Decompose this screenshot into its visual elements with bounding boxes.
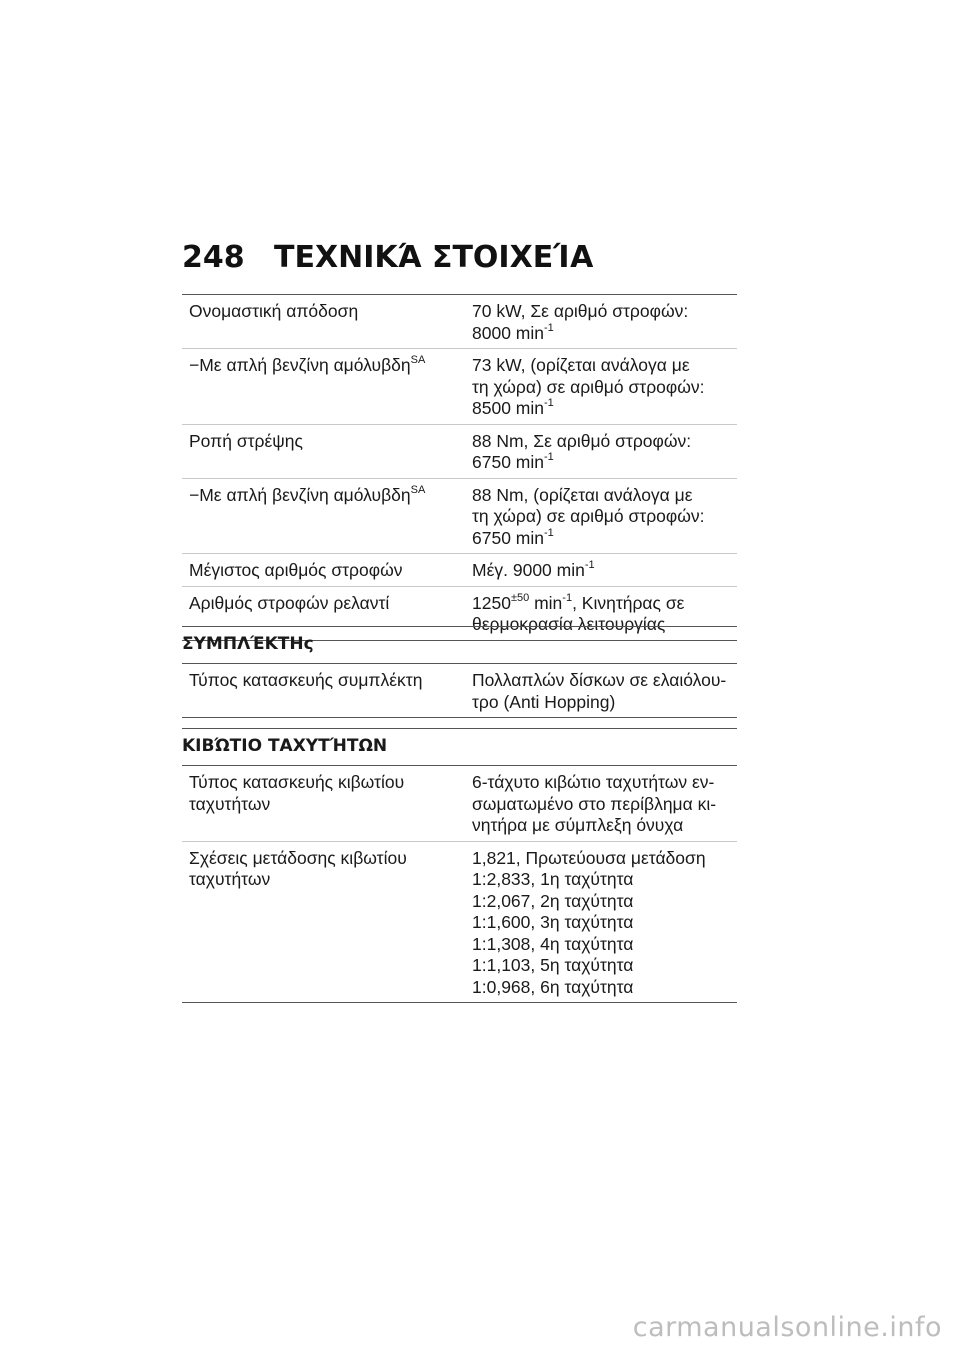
spec-value-line: 1,821, Πρωτεύουσα μετάδοση <box>472 847 706 868</box>
spec-value <box>463 766 737 842</box>
spec-value <box>463 554 737 587</box>
spec-label-text: Ονομαστική απόδοση <box>189 301 359 321</box>
spec-value-line: 1:1,600, 3η ταχύτητα <box>472 912 634 932</box>
clutch-table <box>182 663 737 718</box>
spec-value-line: θερμοκρασία λειτουργίας <box>472 614 666 634</box>
watermark: carmanualsonline.info <box>632 1312 942 1343</box>
idle-base: 1250 <box>472 592 511 613</box>
table-row <box>182 349 737 425</box>
gearbox-section-title: ΚΙΒΏΤΙΟ ΤΑΧΥΤΉΤΩΝ <box>182 728 737 765</box>
clutch-section-title: ΣΥΜΠΛΈΚΤΗς <box>182 626 737 663</box>
spec-value-line: 88 Nm, Σε αριθμό στροφών: <box>472 430 692 451</box>
spec-value <box>463 295 737 349</box>
spec-value-line: 1:2,067, 2η ταχύτητα <box>472 890 634 911</box>
spec-value-line: 70 kW, Σε αριθμό στροφών: <box>472 301 689 321</box>
spec-value-line: Πολλαπλών δίσκων σε ελαιόλου- <box>472 670 727 690</box>
table-row <box>182 766 737 842</box>
spec-value-line-wrap <box>472 398 733 420</box>
spec-label <box>182 295 463 349</box>
spec-label <box>182 349 463 425</box>
unit-superscript: -1 <box>544 321 554 334</box>
spec-label-line: ταχυτήτων <box>189 869 271 889</box>
spec-value-line: 6750 min <box>472 452 544 472</box>
spec-value-line-wrap <box>472 560 733 582</box>
page-number: 248 <box>182 240 245 275</box>
spec-value-line-wrap <box>472 323 733 345</box>
spec-value-line <box>472 593 733 615</box>
spec-value-line: Μέγ. 9000 min <box>472 560 585 580</box>
unit-superscript: -1 <box>544 526 554 539</box>
spec-value-line: τη χώρα) σε αριθμό στροφών: <box>472 506 705 526</box>
idle-unit: min <box>529 592 563 613</box>
unit-superscript: -1 <box>584 559 595 572</box>
spec-label-superscript: SA <box>410 354 426 367</box>
spec-value-line: 6-τάχυτο κιβώτιο ταχυτήτων εν- <box>472 772 715 792</box>
table-row <box>182 554 737 587</box>
idle-tolerance: ±50 <box>510 591 530 604</box>
table-row <box>182 841 737 1003</box>
spec-value-line: 1:0,968, 6η ταχύτητα <box>472 976 634 997</box>
spec-label-line: Σχέσεις μετάδοσης κιβωτίου <box>189 847 407 868</box>
spec-label <box>182 554 463 587</box>
spec-label-text: Ροπή στρέψης <box>189 430 303 451</box>
spec-label-superscript: SA <box>410 483 426 496</box>
spec-label-line: Τύπος κατασκευής συμπλέκτη <box>189 670 423 690</box>
spec-label-line: Τύπος κατασκευής κιβωτίου <box>189 772 405 792</box>
engine-specs-table <box>182 294 737 641</box>
spec-value-line: τη χώρα) σε αριθμό στροφών: <box>472 376 705 397</box>
spec-label <box>182 841 463 1003</box>
engine-specs-block <box>182 294 737 641</box>
spec-value-line: 6750 min <box>472 527 544 548</box>
spec-label-text: −Με απλή βενζίνη αμόλυβδη <box>189 484 411 505</box>
spec-value-line: νητήρα με σύμπλεξη όνυχα <box>472 815 684 835</box>
spec-value <box>463 841 737 1003</box>
unit-superscript: -1 <box>562 591 573 604</box>
spec-value-line: 8500 min <box>472 398 544 418</box>
spec-value-line: σωματωμένο στο περίβλημα κι- <box>472 793 717 814</box>
spec-value-line-wrap <box>472 452 733 474</box>
page-header <box>182 238 593 278</box>
spec-value-line: 8000 min <box>472 322 544 343</box>
spec-label <box>182 424 463 478</box>
table-row <box>182 478 737 554</box>
spec-label <box>182 478 463 554</box>
spec-label <box>182 664 463 718</box>
spec-value <box>463 664 737 718</box>
spec-label-text: Μέγιστος αριθμός στροφών <box>189 560 403 580</box>
gearbox-table <box>182 765 737 1003</box>
spec-label-text: −Με απλή βενζίνη αμόλυβδη <box>189 355 411 375</box>
spec-label-text: Αριθμός στροφών ρελαντί <box>189 592 390 613</box>
spec-value-line: 88 Nm, (ορίζεται ανάλογα με <box>472 484 693 505</box>
table-row <box>182 424 737 478</box>
unit-superscript: -1 <box>544 451 554 464</box>
unit-superscript: -1 <box>544 397 554 410</box>
table-row <box>182 295 737 349</box>
spec-value-line: 1:1,308, 4η ταχύτητα <box>472 933 634 954</box>
page-title: ΤΕΧΝΙΚΆ ΣΤΟΙΧΕΊΑ <box>274 240 594 275</box>
spec-value-line: 1:1,103, 5η ταχύτητα <box>472 955 634 975</box>
spec-value <box>463 424 737 478</box>
spec-value-line: τρο (Anti Hopping) <box>472 691 616 712</box>
table-row <box>182 664 737 718</box>
spec-value-line: 1:2,833, 1η ταχύτητα <box>472 869 634 889</box>
spec-value <box>463 349 737 425</box>
spec-label-line: ταχυτήτων <box>189 793 271 814</box>
clutch-section <box>182 626 737 718</box>
spec-value-line: 73 kW, (ορίζεται ανάλογα με <box>472 355 690 375</box>
spec-label <box>182 766 463 842</box>
spec-value-line-wrap <box>472 528 733 550</box>
spec-value <box>463 478 737 554</box>
gearbox-section <box>182 728 737 1003</box>
idle-rest: , Κινητήρας σε <box>572 592 685 613</box>
